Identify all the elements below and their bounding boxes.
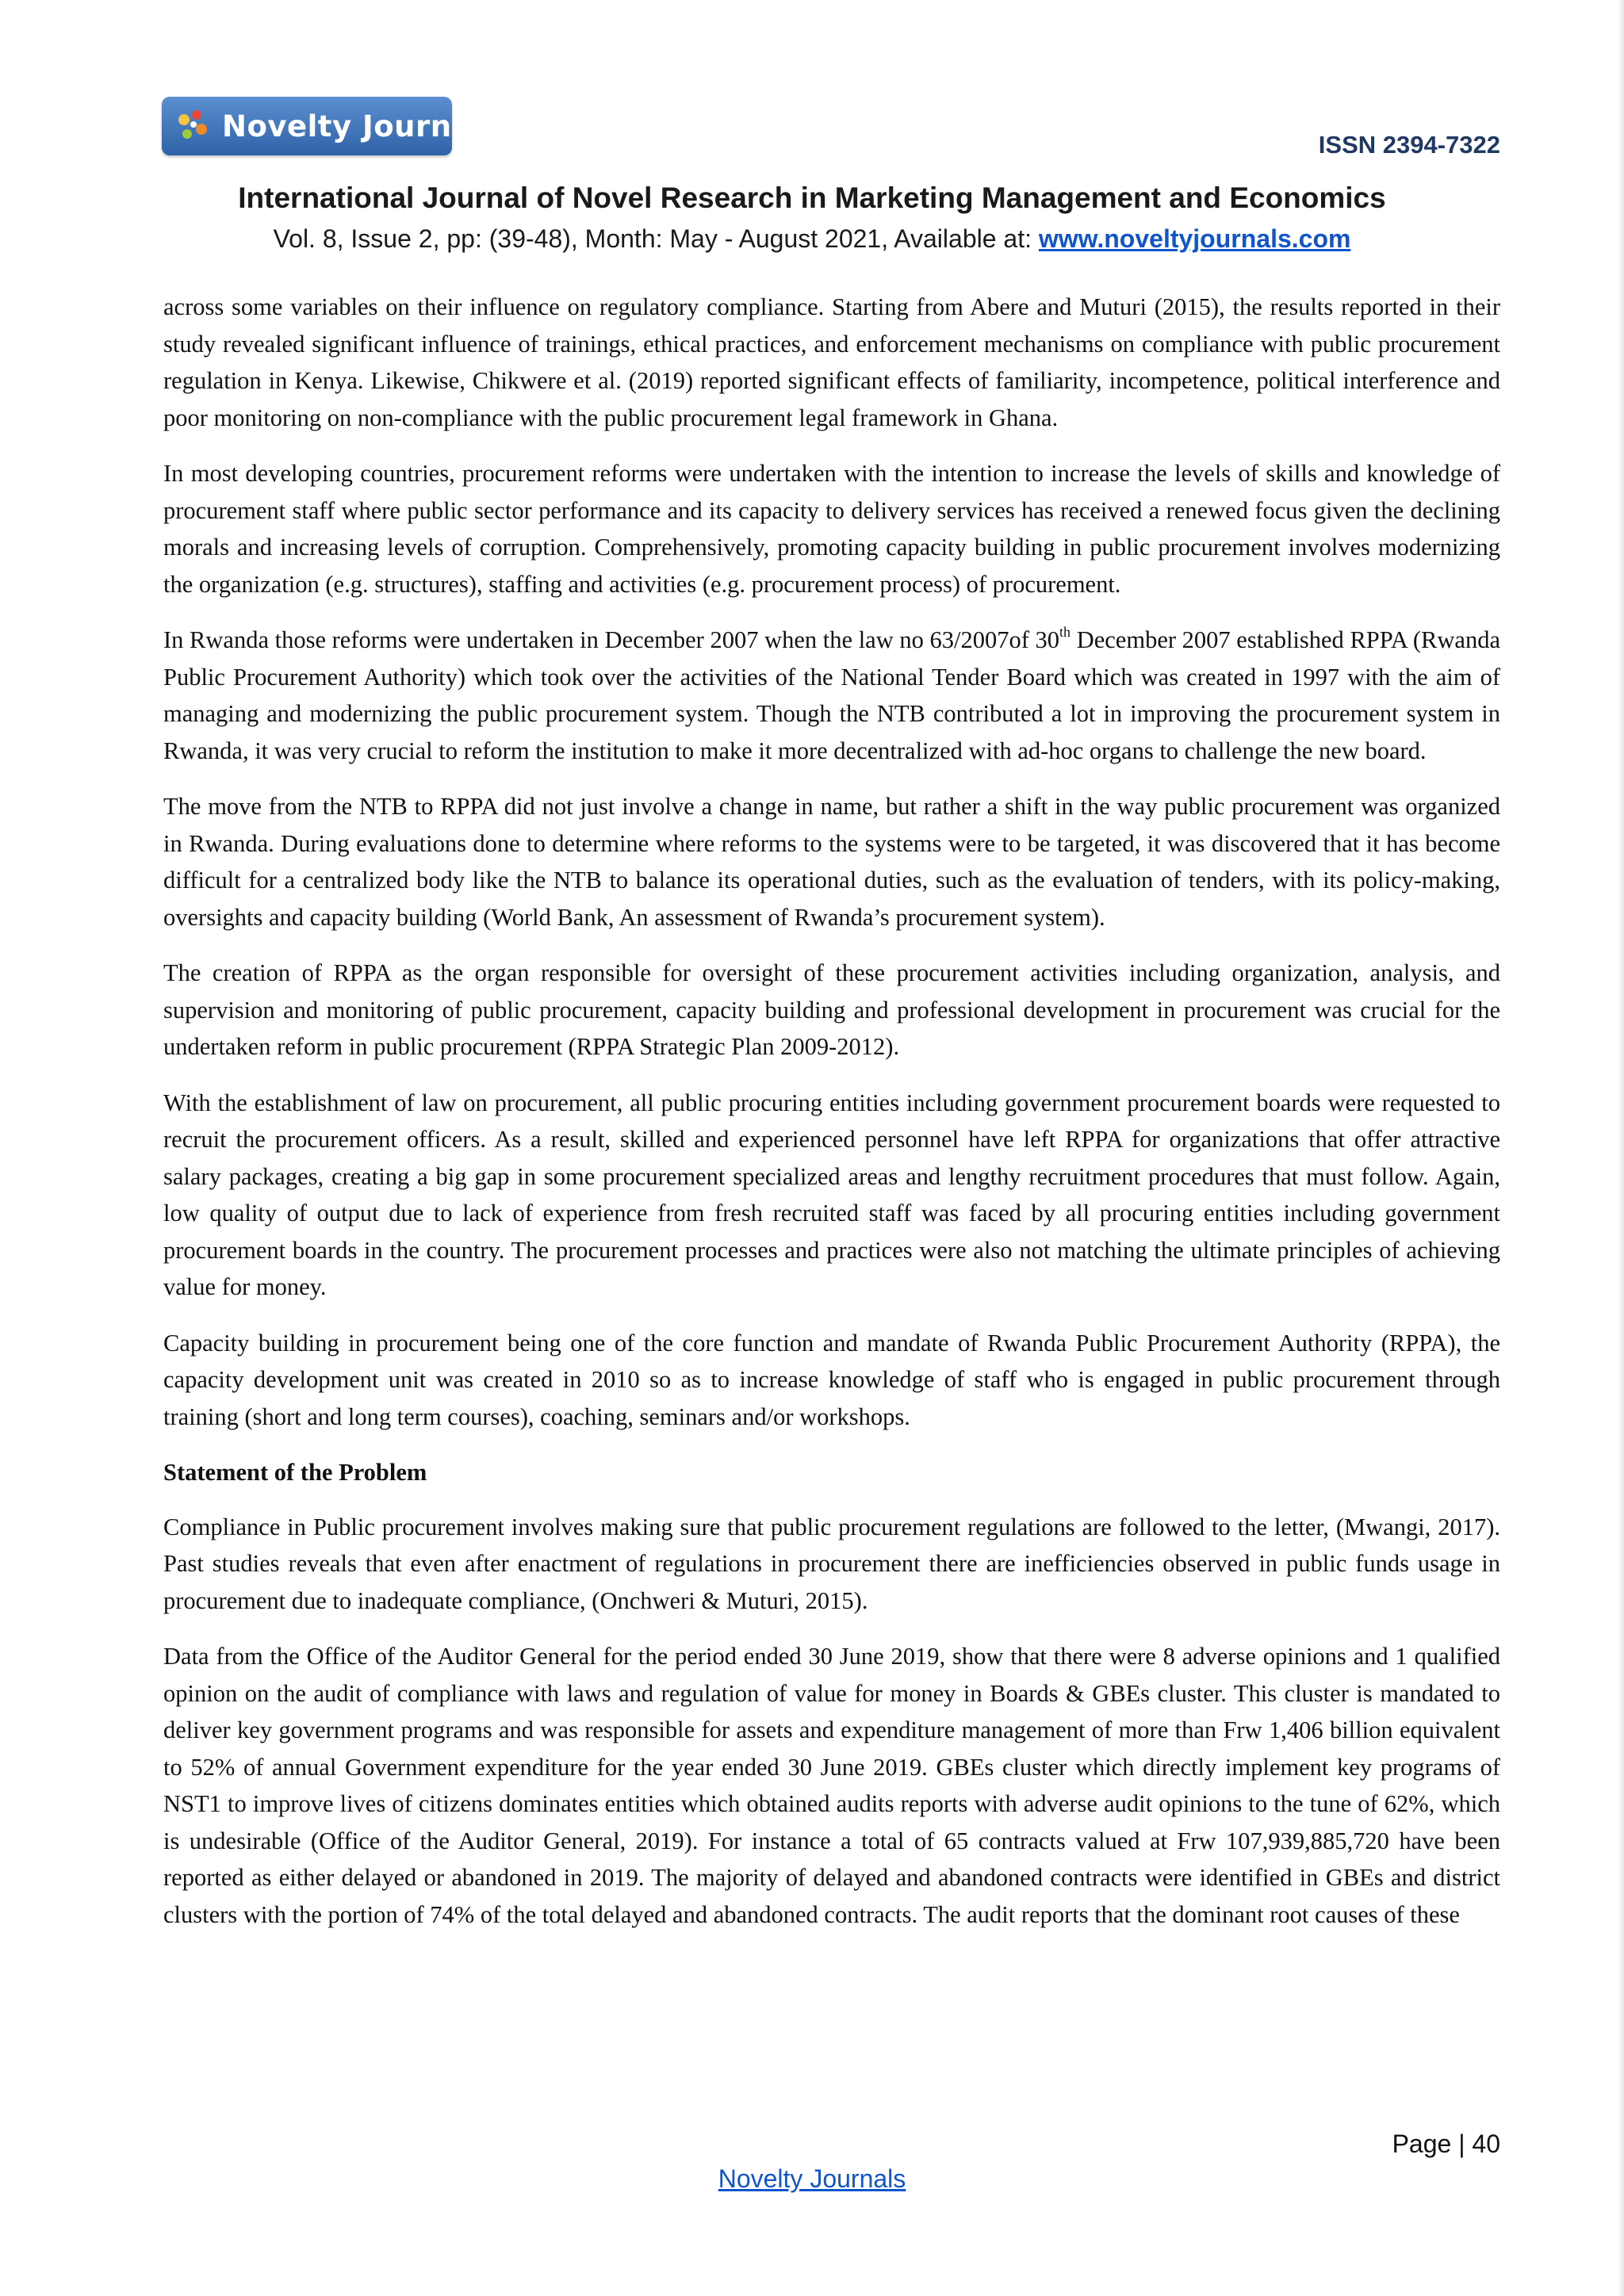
journal-url-link[interactable]: www.noveltyjournals.com (1038, 224, 1351, 253)
publisher-footer-link[interactable]: Novelty Journals (718, 2164, 906, 2193)
page-number: Page | 40 (1392, 2130, 1500, 2158)
journal-subtitle (0, 224, 1624, 254)
issn-number: ISSN 2394-7322 (1318, 131, 1500, 159)
article-body (163, 289, 1500, 1952)
journal-title: International Journal of Novel Research in Marketing Management and Economics (238, 182, 1386, 214)
paragraph-8: Compliance in Public procurement involves making sure that public procurement regulations are followed to the letter, (Mwangi, 2017). Past studies reveals that even after enactment of regulations in procurement there are inefficiencies observed in public funds usage in procurement due to inadequate compliance, (Onchweri & Muturi, 2015). (163, 1513, 1500, 1614)
ordinal-superscript: th (1059, 624, 1071, 640)
paragraph-6: With the establishment of law on procurement, all public procuring entities including government procurement boards were requested to recruit the procurement officers. As a result, skilled and experienced personnel have left RPPA for organizations that offer attractive salary packages, creating a big gap in some procurement specialized areas and lengthy recruitment procedures that must follow. Again, low quality of output due to lack of experience from fresh recruited staff was faced by all procuring entities including government procurement boards in the country. The procurement processes and practices were also not matching the ultimate principles of achieving value for money. (163, 1089, 1500, 1300)
paragraph-2: In most developing countries, procurement reforms were undertaken with the intention to increase the levels of skills and knowledge of procurement staff where public sector performance and its capacity to delivery services has received a renewed focus given the declining morals and increasing levels of corruption. Comprehensively, promoting capacity building in public procurement involves modernizing the organization (e.g. structures), staffing and activities (e.g. procurement process) of procurement. (163, 460, 1500, 598)
paragraph-1: across some variables on their influence on regulatory compliance. Starting from Abere and Muturi (2015), the results reported in their study revealed significant influence of trainings, ethical practices, and enforcement mechanisms on compliance with public procurement regulation in Kenya. Likewise, Chikwere et al. (2019) reported significant effects of familiarity, incompetence, political interference and poor monitoring on non-compliance with the public procurement legal framework in Ghana. (163, 293, 1500, 431)
paragraph-9: Data from the Office of the Auditor General for the period ended 30 June 2019, show that there were 8 adverse opinions and 1 qualified opinion on the audit of compliance with laws and regulation of value for money in Boards & GBEs cluster. This cluster is mandated to deliver key government programs and was responsible for assets and expenditure management of more than Frw 1,406 billion equivalent to 52% of annual Government expenditure for the year ended 30 June 2019. GBEs cluster which directly implement key programs of NST1 to improve lives of citizens dominates entities which obtained audits reports with adverse audit opinions to the tune of 62%, which is undesirable (Office of the Auditor General, 2019). For instance a total of 65 contracts valued at Frw 107,939,885,720 have been reported as either delayed or abandoned in 2019. The majority of delayed and abandoned contracts were identified in GBEs and district clusters with the portion of 74% of the total delayed and abandoned contracts. The audit reports that the dominant root causes of these (163, 1643, 1500, 1928)
paragraph-7: Capacity building in procurement being one of the core function and mandate of Rwanda Public Procurement Authority (RPPA), the capacity development unit was created in 2010 so as to increase knowledge of staff who is engaged in public procurement through training (short and long term courses), coaching, seminars and/or workshops. (163, 1329, 1500, 1430)
paragraph-3-text-b: December 2007 established RPPA (Rwanda Public Procurement Authority) which took over the activities of the National Tender Board which was created in 1997 with the aim of managing and modernizing the public procurement system. Though the NTB contributed a lot in improving the procurement system in Rwanda, it was very crucial to reform the institution to make it more decentralized with ad-hoc organs to challenge the new board. (163, 626, 1500, 764)
journal-issue-info: Vol. 8, Issue 2, pp: (39-48), Month: May - August 2021, Available at: (273, 224, 1039, 253)
section-heading: Statement of the Problem (163, 1459, 427, 1486)
paragraph-3 (163, 622, 1500, 769)
paragraph-5: The creation of RPPA as the organ responsible for oversight of these procurement activities including organization, analysis, and supervision and monitoring of public procurement, capacity building and professional development in procurement was crucial for the undertaken reform in public procurement (RPPA Strategic Plan 2009-2012). (163, 959, 1500, 1060)
paragraph-4: The move from the NTB to RPPA did not just involve a change in name, but rather a shift in the way public procurement was organized in Rwanda. During evaluations done to determine where reforms to the systems were to be targeted, it was discovered that it has become difficult for a centralized body like the NTB to balance its operational duties, such as the evaluation of tenders, with its policy-making, oversights and capacity building (World Bank, An assessment of Rwanda’s procurement system). (163, 793, 1500, 931)
page-edge-shadow (1618, 0, 1624, 2296)
logo-text: Novelty Journals (222, 109, 500, 144)
paragraph-3-text-a: In Rwanda those reforms were undertaken in December 2007 when the law no 63/2007of 30 (163, 626, 1060, 653)
molecule-icon (170, 102, 217, 150)
publisher-logo (162, 97, 500, 155)
